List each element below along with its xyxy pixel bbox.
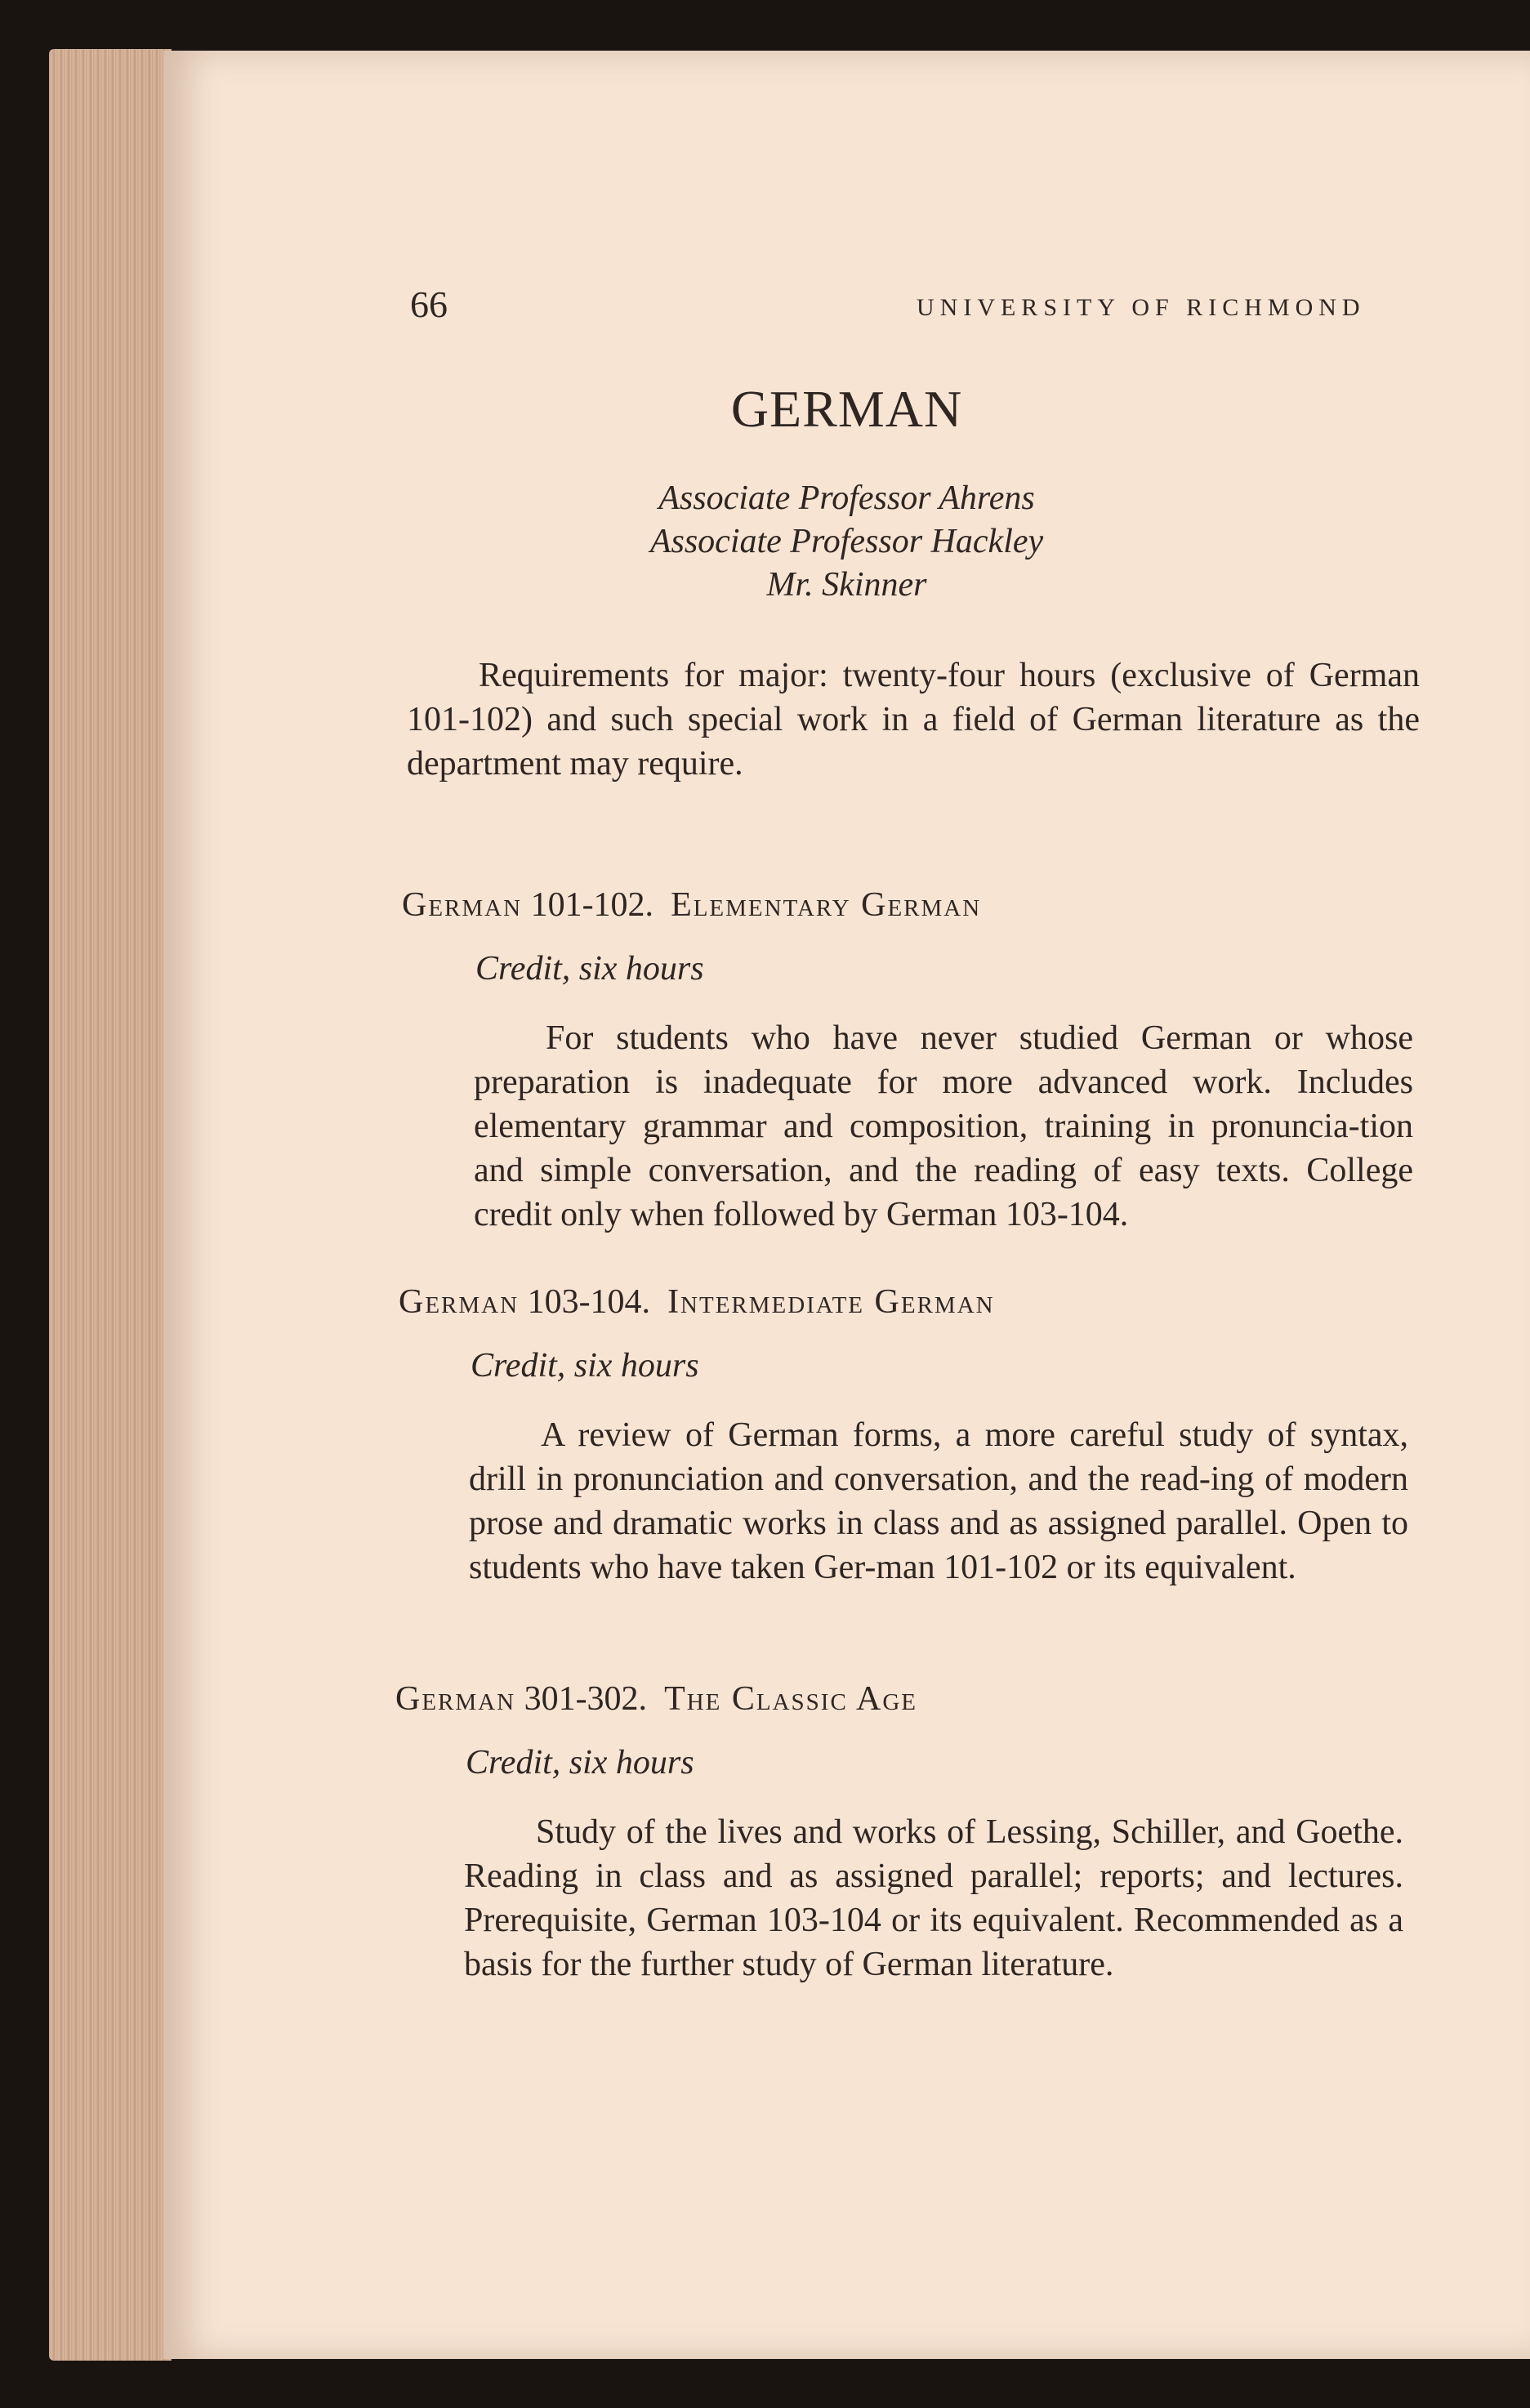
course-number: 101-102.: [530, 886, 654, 924]
course-dept: German: [402, 886, 523, 924]
course-heading: [395, 1679, 917, 1719]
course-description: Study of the lives and works of Lessing, Schiller, and Goethe. Reading in class and as assigned parallel; reports; and lectures. Prerequisite, German 103-104 or its equivalent. Recommended as a basis for the further study of German literature.: [464, 1813, 1403, 1983]
faculty-member: Mr. Skinner: [766, 566, 927, 604]
course-description: For students who have never studied German or whose preparation is inadequate for more advanced work. Includes elementary grammar and composition, training in pronuncia-tion and simple conversation, and the reading of easy texts. College credit only when followed by German 103-104.: [474, 1019, 1413, 1233]
course-credit: Credit, six hours: [466, 1744, 694, 1781]
course-heading: [402, 885, 981, 925]
course-number: 301-302.: [524, 1680, 648, 1718]
faculty-member: Associate Professor Hackley: [649, 523, 1044, 560]
page-number: 66: [410, 283, 448, 325]
course-heading: [399, 1282, 995, 1322]
course-description: A review of German forms, a more careful study of syntax, drill in pronunciation and conversation, and the read-ing of modern prose and dramatic works in class and as assigned parallel. Open to students who have taken Ger-man 101-102 or its equivalent.: [469, 1416, 1408, 1586]
faculty-member: Associate Professor Ahrens: [658, 479, 1035, 517]
course-number: 103-104.: [527, 1283, 651, 1321]
department-title: GERMAN: [730, 380, 963, 438]
running-head: UNIVERSITY OF RICHMOND: [917, 294, 1366, 321]
course-credit: Credit, six hours: [475, 950, 704, 988]
page-edge: [49, 49, 172, 2361]
course-dept: German: [399, 1283, 520, 1321]
course-title: The Classic Age: [664, 1680, 917, 1718]
book-page: [163, 51, 1530, 2359]
major-requirements: Requirements for major: twenty-four hours (exclusive of German 101-102) and such special work in a field of German literature as the department may require.: [407, 657, 1420, 783]
course-dept: German: [395, 1680, 516, 1718]
course-title: Elementary German: [671, 886, 982, 924]
course-credit: Credit, six hours: [471, 1347, 699, 1385]
course-title: Intermediate German: [667, 1283, 995, 1321]
